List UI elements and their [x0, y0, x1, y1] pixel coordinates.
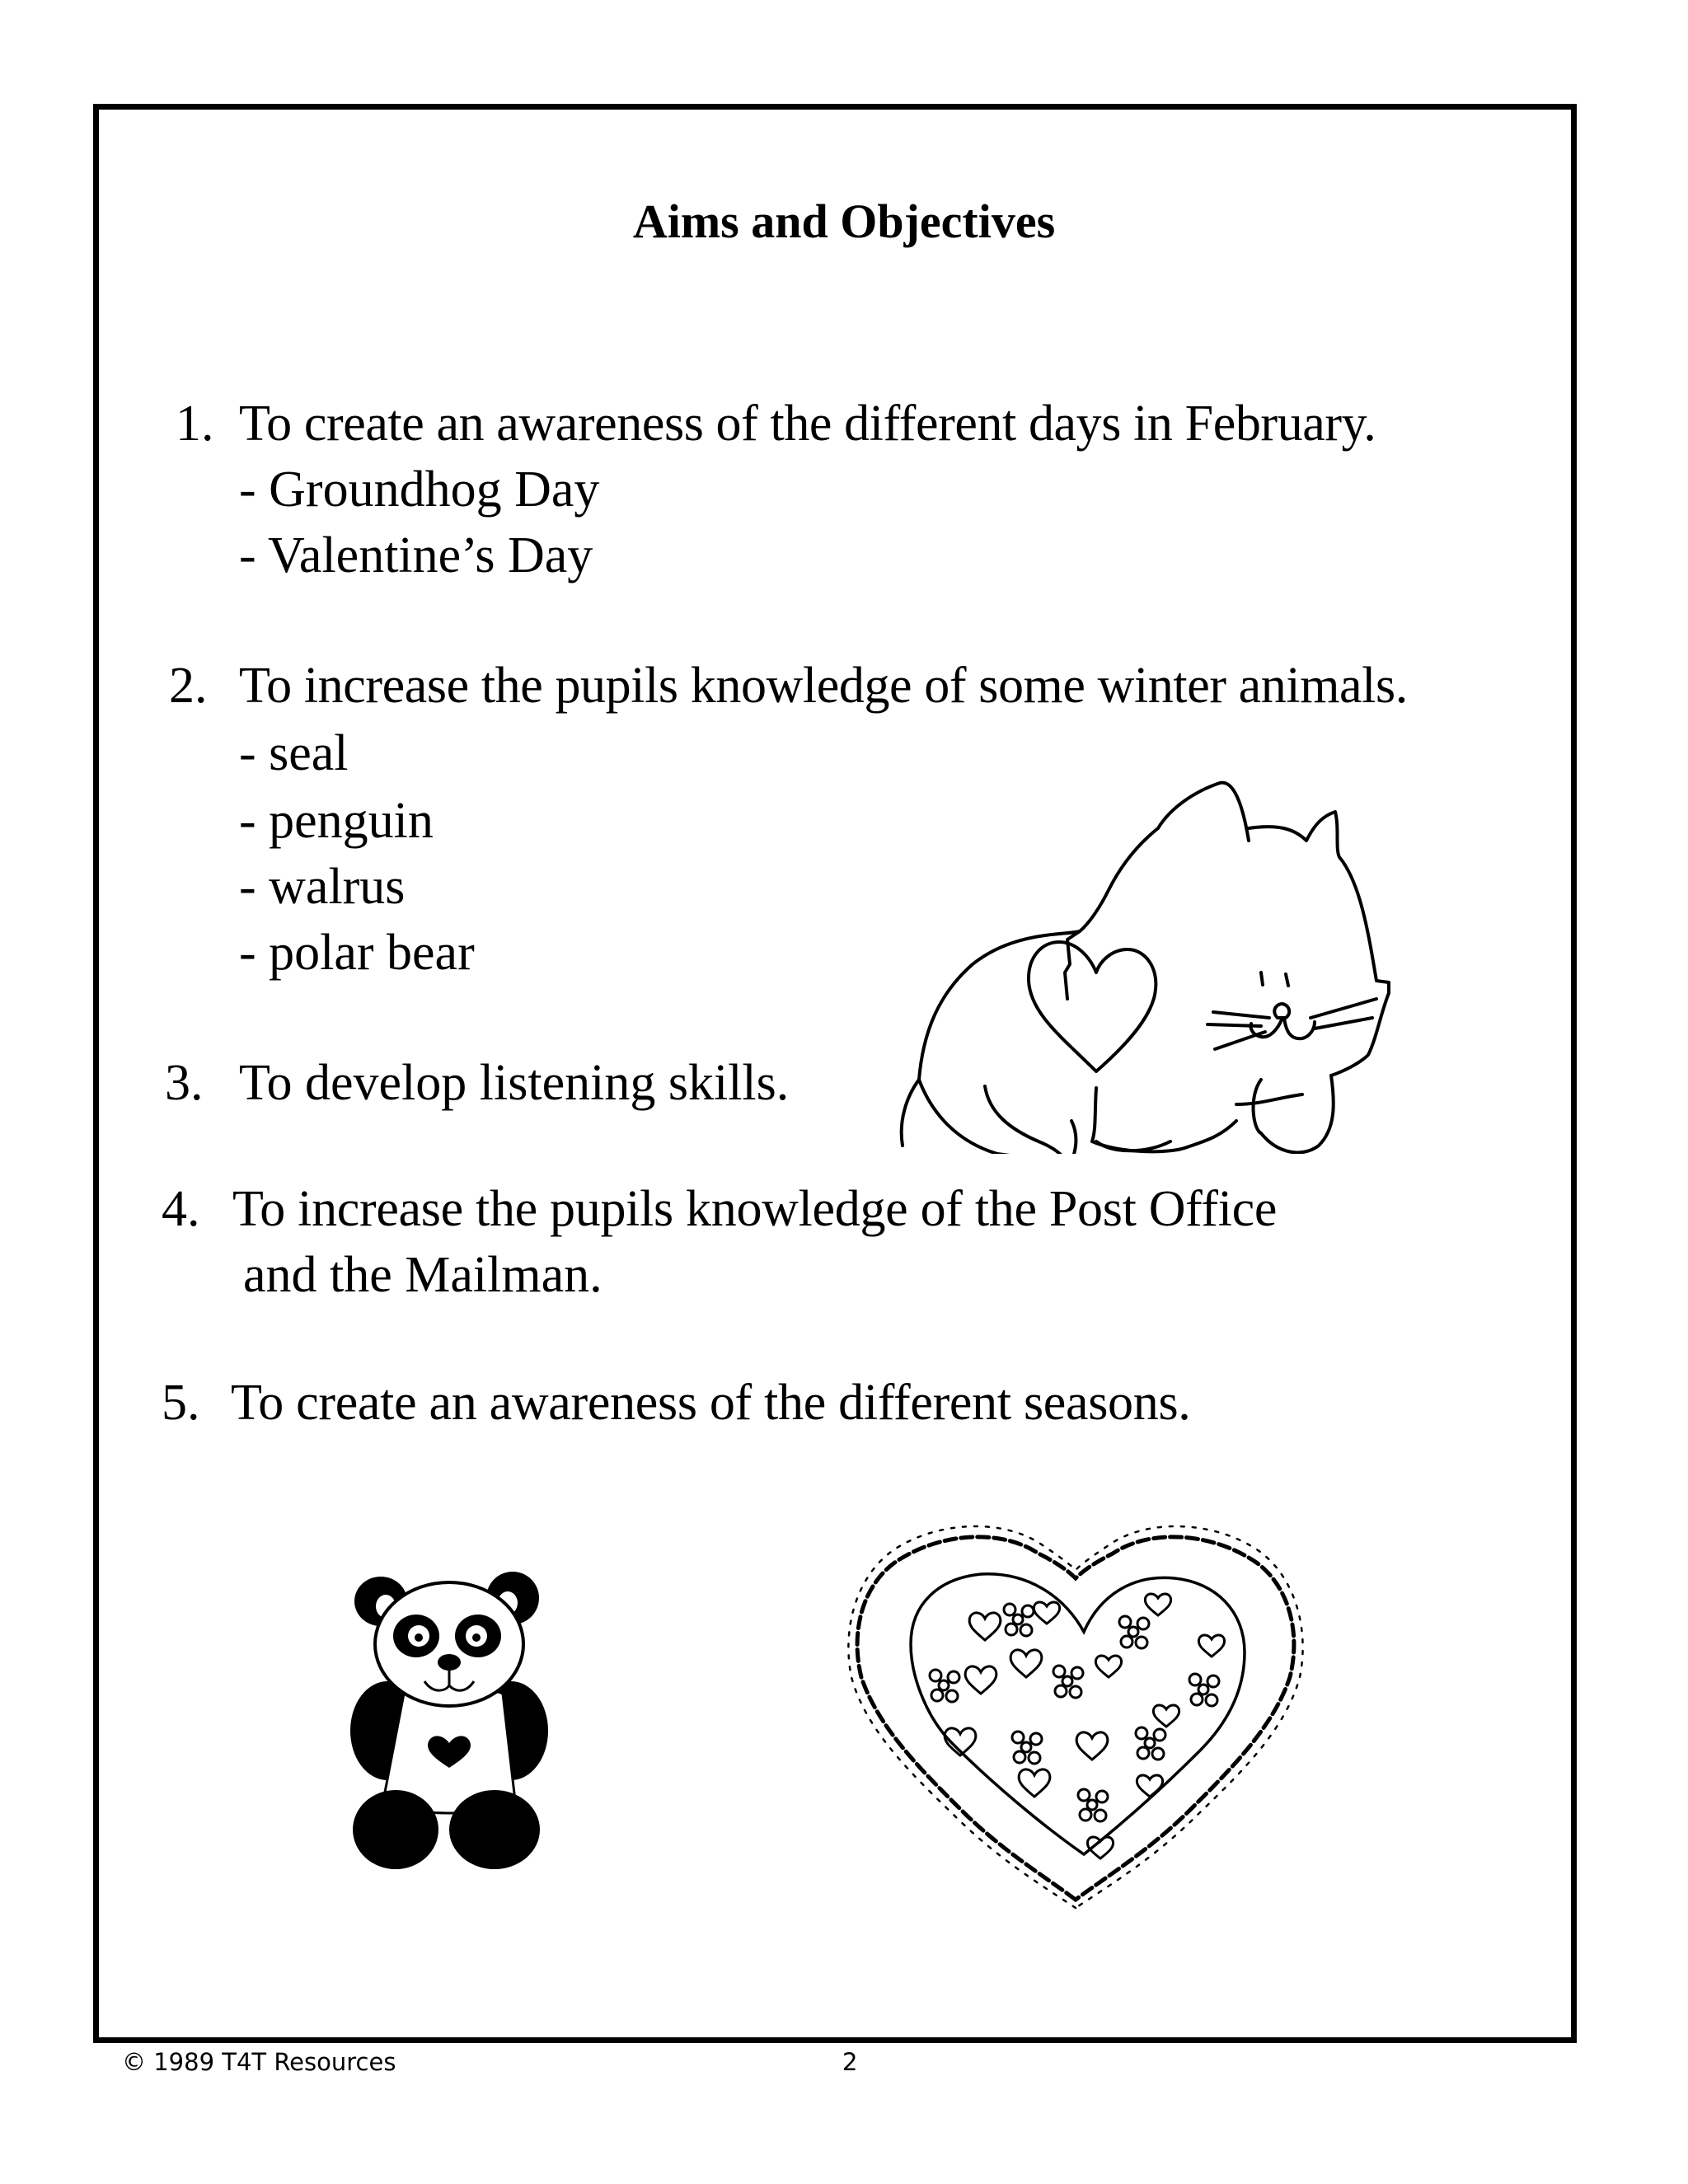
- objective-4-number: 4.: [162, 1181, 200, 1237]
- panda-with-heart-illustration: [346, 1570, 552, 1871]
- objective-1-subitem-groundhog-day: - Groundhog Day: [239, 462, 600, 518]
- objective-5-number: 5.: [162, 1375, 200, 1431]
- objective-2-number: 2.: [169, 658, 208, 714]
- objective-2-subitem-seal: - seal: [239, 725, 349, 781]
- objective-1-text: To create an awareness of the different days in February.: [239, 396, 1376, 452]
- objective-2-subitem-penguin: - penguin: [239, 793, 434, 849]
- objective-2-text: To increase the pupils knowledge of some winter animals.: [239, 658, 1408, 714]
- objective-1-number: 1.: [176, 396, 214, 452]
- page-title: Aims and Objectives: [632, 194, 1056, 248]
- lace-valentine-heart-illustration: [837, 1512, 1315, 1920]
- page-number: 2: [842, 2048, 858, 2076]
- objective-5-text: To create an awareness of the different seasons.: [231, 1375, 1191, 1431]
- objective-4-text: To increase the pupils knowledge of the Post Office: [232, 1181, 1278, 1237]
- objective-4-continuation: and the Mailman.: [243, 1247, 603, 1303]
- objective-1-subitem-valentines-day: - Valentine’s Day: [239, 527, 593, 583]
- copyright-notice: © 1989 T4T Resources: [122, 2048, 396, 2076]
- objective-2-subitem-polar-bear: - polar bear: [239, 925, 475, 981]
- objective-2-subitem-walrus: - walrus: [239, 859, 406, 915]
- objective-3-number: 3.: [165, 1055, 204, 1111]
- cat-with-heart-illustration: [874, 766, 1418, 1154]
- objective-3-text: To develop listening skills.: [239, 1055, 790, 1111]
